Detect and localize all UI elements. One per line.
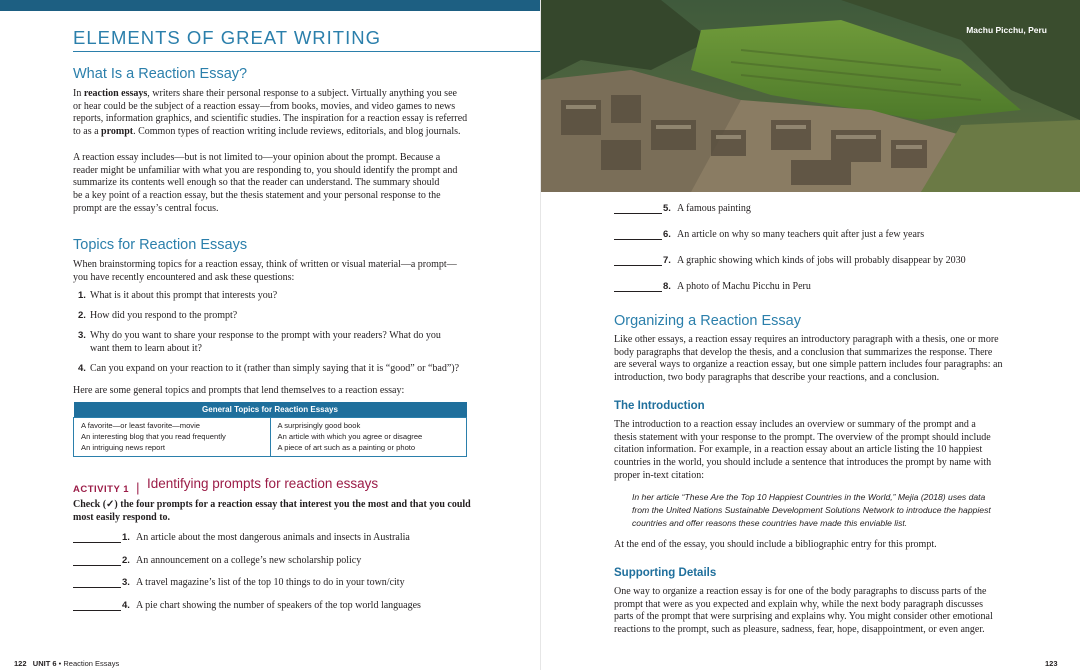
- paragraph-topics-intro: [73, 259, 473, 284]
- activity-item[interactable]: 8. A photo of Machu Picchu in Peru: [614, 281, 1034, 295]
- page-number-right: 123: [1045, 659, 1058, 668]
- paragraph-introduction: [614, 419, 1014, 483]
- activity-item[interactable]: 6. An article on why so many teachers quit after just a few years: [614, 229, 1034, 243]
- paragraph-what-is-1: [73, 88, 473, 139]
- activity-item[interactable]: 5. A famous painting: [614, 203, 1034, 217]
- table-cell-line: A surprisingly good book: [277, 421, 361, 430]
- table-cell-line: An intriguing news report: [81, 442, 165, 452]
- text-line: When brainstorming topics for a reaction essay, think of written or visual material—a prompt—: [73, 259, 457, 270]
- text-line: A reaction essay includes—but is not limited to—your opinion about the prompt. Because a: [73, 152, 441, 163]
- text-line: reader might be unfamiliar with what you are responding to, you should identify the prompt and: [73, 164, 458, 176]
- check-blank[interactable]: [614, 265, 662, 266]
- check-blank[interactable]: [614, 239, 662, 240]
- text-line: to as a prompt. Common types of reaction writing include reviews, editorials, and blog journals.: [73, 126, 461, 138]
- activity-item[interactable]: 4. A pie chart showing the number of speakers of the top world languages: [73, 600, 473, 614]
- check-blank[interactable]: [73, 565, 121, 566]
- table-cell: [74, 418, 271, 457]
- text-line: The introduction to a reaction essay includes an overview or summary of the prompt and a: [614, 419, 976, 430]
- table-cell-line: A favorite—or least favorite—movie: [81, 421, 201, 430]
- activity-instruction: Check (✓) the four prompts for a reaction essay that interest you the most and that you could most easily respond to.: [73, 499, 471, 523]
- check-blank[interactable]: [614, 213, 662, 214]
- paragraph-organizing: [614, 334, 1014, 385]
- page-footer-left: 122 UNIT 6 • Reaction Essays: [14, 659, 120, 668]
- top-color-bar: [0, 0, 541, 11]
- text-line: summarize its contents well enough so that the reader can understand. The summary should: [73, 177, 440, 189]
- check-blank[interactable]: [73, 587, 121, 588]
- table-cell-line: A piece of art such as a painting or photo: [277, 442, 416, 452]
- heading-organizing: Organizing a Reaction Essay: [614, 313, 801, 329]
- check-blank[interactable]: [73, 610, 121, 611]
- text-line: introduction, two body paragraphs that describe your reactions, and a conclusion.: [614, 372, 940, 384]
- text-line: proper in-text citation:: [614, 469, 704, 481]
- text-line: you have recently encountered and ask these questions:: [73, 271, 295, 283]
- heading-what-is: What Is a Reaction Essay?: [73, 66, 248, 82]
- check-blank[interactable]: [73, 542, 121, 543]
- paragraph-supporting: [614, 586, 1014, 637]
- paragraph-bibliography: At the end of the essay, you should include a bibliographic entry for this prompt.: [614, 539, 937, 550]
- text-line: One way to organize a reaction essay is for one of the body paragraphs to discuss parts of the: [614, 586, 987, 597]
- machu-picchu-photo: [541, 0, 1080, 192]
- text-line: or hear could be the subject of a reaction essay—from books, movies, and video games to news: [73, 100, 456, 112]
- text-line: are several ways to organize a reaction essay, but one simple pattern includes four paragraphs: an: [614, 359, 1003, 371]
- table-cell-line: An interesting blog that you read frequently: [81, 431, 226, 441]
- citation-quote: In her article “These Are the Top 10 Happiest Countries in the World,” Mejia (2018) uses data from the United Nations Sustainable Development Solutions Network to introduce the happiest countries and offer reasons these countries have made this enviable list.: [632, 492, 991, 528]
- activity-item[interactable]: 3. A travel magazine’s list of the top 10 things to do in your town/city: [73, 577, 473, 591]
- text-line: reports, information graphics, and scientific studies. The inspiration for a reaction essay is referred: [73, 113, 468, 125]
- text-line: countries in the world, you should include a sentence that introduces the prompt by name with: [614, 457, 992, 469]
- text-line: prompt are the essay’s central focus.: [73, 202, 219, 214]
- heading-topics: Topics for Reaction Essays: [73, 237, 248, 253]
- text-line: citation information. For example, in a reaction essay about an article listing the 10 happiest: [614, 444, 983, 456]
- text-line: body paragraphs that develop the thesis, and a conclusion that summarizes the response. There: [614, 346, 993, 358]
- table-cell: [270, 418, 467, 457]
- activity-item[interactable]: 2. An announcement on a college’s new scholarship policy: [73, 555, 473, 569]
- text-line: Like other essays, a reaction essay requires an introductory paragraph with a thesis, one or more: [614, 334, 999, 345]
- text-line: reactions to the prompt, such as pleasure, sadness, fear, hope, disappointment, or even anger.: [614, 624, 985, 636]
- header-rule: [73, 51, 540, 52]
- text-line: thesis statement with your response to the prompt. The overview of the prompt should include: [614, 431, 991, 443]
- paragraph-topics-outro: Here are some general topics and prompts that lend themselves to a reaction essay:: [73, 385, 405, 396]
- activity-label: ACTIVITY 1 |: [73, 480, 141, 495]
- text-line: In reaction essays, writers share their personal response to a subject. Virtually anything you see: [73, 88, 457, 99]
- activity-item[interactable]: 1. An article about the most dangerous animals and insects in Australia: [73, 532, 473, 546]
- activity-item[interactable]: 7. A graphic showing which kinds of jobs will probably disappear by 2030: [614, 255, 1034, 269]
- topics-table: [73, 402, 467, 457]
- text-line: be a key point of a reaction essay, but the thesis statement and your personal response to the: [73, 190, 441, 202]
- activity-title: Identifying prompts for reaction essays: [147, 476, 379, 491]
- heading-supporting-details: Supporting Details: [614, 567, 717, 579]
- paragraph-what-is-2: [73, 152, 473, 216]
- left-page: ELEMENTS OF GREAT WRITING What Is a Reaction Essay? In reaction essays, writers share their personal response to a subject. Virtually anything you see or hear could be the subject of a reaction essay—from books, movies, and video games to news reports, information graphics, and scientific studies. The inspiration for a reaction essay is referred to as a prompt. Common types of reaction writing include reviews, editorials, and blog journals. A reaction essay includes—but is not limited to—your opinion about the prompt. Because a reader might be unfamiliar with what you are responding to, you should identify the prompt and summarize its contents well enough so that the reader can understand. The summary should be a key point of a reaction essay, but the thesis statement and your personal response to the prompt are the essay’s central focus. Topics for Reaction Essays When brainstorming topics for a reaction essay, think of written or visual material—a prompt— you have recently encountered and ask these questions: 1. What is it about this prompt that interests you? 2. How did you respond to the prompt? 3. Why do you want to share your response to the prompt with your readers? What do you want them to learn about it? 4. Can you expand on your reaction to it (rather than simply saying that it is “good” or “bad”)? Here are some general topics and prompts that lend themselves to a reaction essay: General Topics for Reaction Essays A favorite—or least favorite—movie An interesting blog that you read frequently An intriguing news report A surprisingly good book An article with which you agree or disagree A piece of art such as a painting or photo ACTIVITY 1 | Identifying prompts for reaction essays Check (✓) the four prompts for a reaction essay that interest you the most and that you could most easily respond to. 1. An article about the most dangerous animals and insects in Australia 2. An announcement on a college’s new scholarship policy 3. A travel magazine’s list of the top 10 things to do in your town/city 4. A pie chart showing the number of speakers of the top world languages 122 UNIT 6 • Reaction Essays: [0, 11, 540, 670]
- text-line: parts of the prompt that were surprising and explains why. You might consider other emotional: [614, 611, 993, 623]
- table-cell-line: An article with which you agree or disagree: [277, 431, 423, 441]
- check-blank[interactable]: [614, 291, 662, 292]
- heading-introduction: The Introduction: [614, 400, 705, 412]
- text-line: prompt that were as you expected and explain why, while the next body paragraph discusses: [614, 598, 983, 610]
- table-header: General Topics for Reaction Essays: [74, 402, 467, 418]
- photo-caption: Machu Picchu, Peru: [966, 25, 1047, 35]
- section-header: ELEMENTS OF GREAT WRITING: [73, 27, 382, 48]
